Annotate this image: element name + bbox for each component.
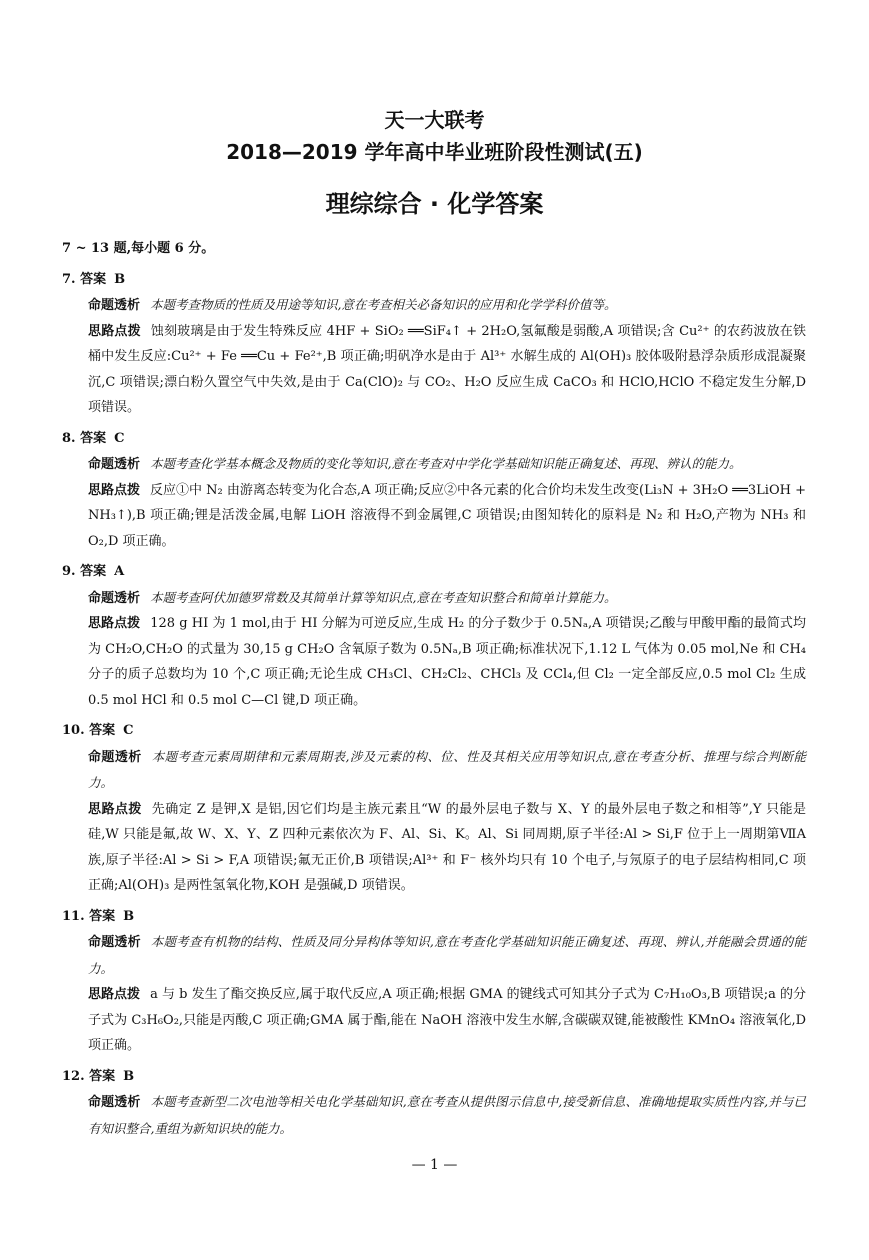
analysis-text: 本题考查化学基本概念及物质的变化等知识,意在考查对中学化学基础知识能正确复述、再现、辨认的能力。 [150, 456, 742, 471]
analysis-paragraph [88, 451, 806, 478]
scoring-note: 7 ~ 13 题,每小题 6 分。 [62, 241, 215, 256]
analysis-text: 本题考查新型二次电池等相关电化学基础知识,意在考查从提供图示信息中,接受新信息、准确地提取实质性内容,并与已有知识整合,重组为新知识块的能力。 [88, 1094, 806, 1136]
question-number: 12. 答案 [62, 1068, 116, 1084]
answer-heading [62, 718, 806, 744]
hint-text: a 与 b 发生了酯交换反应,属于取代反应,A 项正确;根据 GMA 的键线式可知其分子式为 C₇H₁₀O₃,B 项错误;a 的分子式为 C₃H₆O₂,只能是丙酸,C 项正确;GMA 属于酯,能在 NaOH 溶液中发生水解,含碳碳双键,能被酸性 KMnO₄ 溶液氧化,D 项正确。 [88, 987, 806, 1053]
answer-choice: B [114, 271, 126, 287]
hint-label: 思路点拨 [88, 616, 141, 631]
hint-paragraph [88, 319, 806, 421]
exam-session-title: 2018—2019 学年高中毕业班阶段性测试(五) [226, 140, 643, 164]
hint-label: 思路点拨 [88, 323, 141, 339]
hint-text: 先确定 Z 是钾,X 是铝,因它们均是主族元素且“W 的最外层电子数与 X、Y 的最外层电子数之和相等”,Y 只能是硅,W 只能是氟,故 W、X、Y、Z 四种元素依次为 F、Al、Si、K。Al、Si 同周期,原子半径:Al > Si,F 位于上一周期第ⅦA 族,原子半径:Al > Si > F,A 项错误;氟无正价,B 项错误;Al³⁺ 和 F⁻ 核外均只有 10 个电子,与氖原子的电子层结构相同,C 项正确;Al(OH)₃ 是两性氢氧化物,KOH 是强碱,D 项错误。 [88, 801, 806, 893]
question-12 [62, 1064, 806, 1143]
analysis-paragraph [88, 1089, 806, 1142]
hint-label: 思路点拨 [88, 801, 142, 817]
question-10 [62, 718, 806, 899]
analysis-text: 本题考查物质的性质及用途等知识,意在考查相关必备知识的应用和化学学科价值等。 [150, 297, 617, 312]
analysis-label: 命题透析 [88, 590, 141, 606]
question-11 [62, 904, 806, 1059]
analysis-paragraph [88, 585, 806, 612]
answer-heading [62, 426, 806, 452]
analysis-text: 本题考查有机物的结构、性质及同分异构体等知识,意在考查化学基础知识能正确复述、再现、辨认,并能融会贯通的能力。 [88, 934, 806, 976]
question-8 [62, 426, 806, 555]
hint-paragraph [88, 478, 806, 555]
analysis-paragraph [88, 929, 806, 982]
hint-label: 思路点拨 [88, 987, 141, 1002]
analysis-label: 命题透析 [88, 298, 141, 313]
answer-choice: A [114, 564, 125, 579]
question-number: 11. 答案 [62, 908, 116, 924]
page-number: — 1 — [411, 1157, 458, 1173]
answer-heading [62, 904, 806, 930]
answer-choice: B [123, 1068, 135, 1084]
answer-choice: B [123, 908, 135, 924]
analysis-paragraph [88, 744, 806, 797]
answer-heading [62, 559, 806, 585]
hint-paragraph [88, 611, 806, 713]
answer-heading [62, 1064, 806, 1090]
hint-paragraph [88, 797, 806, 899]
question-number: 10. 答案 [62, 723, 116, 738]
subject-title: 理综综合 · 化学答案 [325, 190, 544, 218]
analysis-label: 命题透析 [88, 749, 142, 765]
hint-text: 反应①中 N₂ 由游离态转变为化合态,A 项正确;反应②中各元素的化合价均未发生改变(Li₃N + 3H₂O ══3LiOH + NH₃↑),B 项正确;锂是活泼金属,电解 LiOH 溶液得不到金属锂,C 项错误;由图知转化的原料是 N₂ 和 H₂O,产物为 NH₃ 和 O₂,D 项正确。 [88, 482, 806, 549]
hint-text: 128 g HI 为 1 mol,由于 HI 分解为可逆反应,生成 H₂ 的分子数少于 0.5Nₐ,A 项错误;乙酸与甲酸甲酯的最简式均为 CH₂O,CH₂O 的式量为 30,15 g CH₂O 含氧原子数为 0.5Nₐ,B 项正确;标准状况下,1.12 L 气体为 0.05 mol,Ne 和 CH₄ 分子的质子总数均为 10 个,C 项正确;无论生成 CH₃Cl、CH₂Cl₂、CHCl₃ 及 CCl₄,但 Cl₂ 一定全部反应,0.5 mol Cl₂ 生成 0.5 mol HCl 和 0.5 mol C—Cl 键,D 项正确。 [88, 616, 806, 708]
question-7 [62, 267, 806, 421]
exam-organizer-title: 天一大联考 [384, 108, 485, 132]
question-number: 9. 答案 [62, 564, 107, 579]
analysis-label: 命题透析 [88, 1095, 141, 1110]
question-number: 8. 答案 [62, 430, 107, 446]
answer-heading [62, 267, 806, 293]
question-number: 7. 答案 [62, 271, 107, 287]
hint-text: 蚀刻玻璃是由于发生特殊反应 4HF + SiO₂ ══SiF₄↑ + 2H₂O,氢氟酸是弱酸,A 项错误;含 Cu²⁺ 的农药波放在铁桶中发生反应:Cu²⁺ + Fe ══Cu + Fe²⁺,B 项正确;明矾净水是由于 Al³⁺ 水解生成的 Al(OH)₃ 胶体吸附悬浮杂质形成混凝聚沉,C 项错误;漂白粉久置空气中失效,是由于 Ca(ClO)₂ 与 CO₂、H₂O 反应生成 CaCO₃ 和 HClO,HClO 不稳定发生分解,D 项错误。 [88, 323, 806, 415]
hint-paragraph [88, 982, 806, 1059]
answer-content [62, 236, 806, 1142]
question-9 [62, 559, 806, 713]
analysis-label: 命题透析 [88, 457, 141, 472]
analysis-paragraph [88, 292, 806, 319]
analysis-text: 本题考查元素周期律和元素周期表,涉及元素的构、位、性及其相关应用等知识点,意在考查分析、推理与综合判断能力。 [88, 748, 806, 790]
analysis-label: 命题透析 [88, 935, 141, 950]
analysis-text: 本题考查阿伏加德罗常数及其简单计算等知识点,意在考查知识整合和简单计算能力。 [150, 589, 617, 605]
hint-label: 思路点拨 [88, 482, 141, 498]
answer-choice: C [114, 430, 125, 446]
answer-choice: C [123, 723, 134, 738]
